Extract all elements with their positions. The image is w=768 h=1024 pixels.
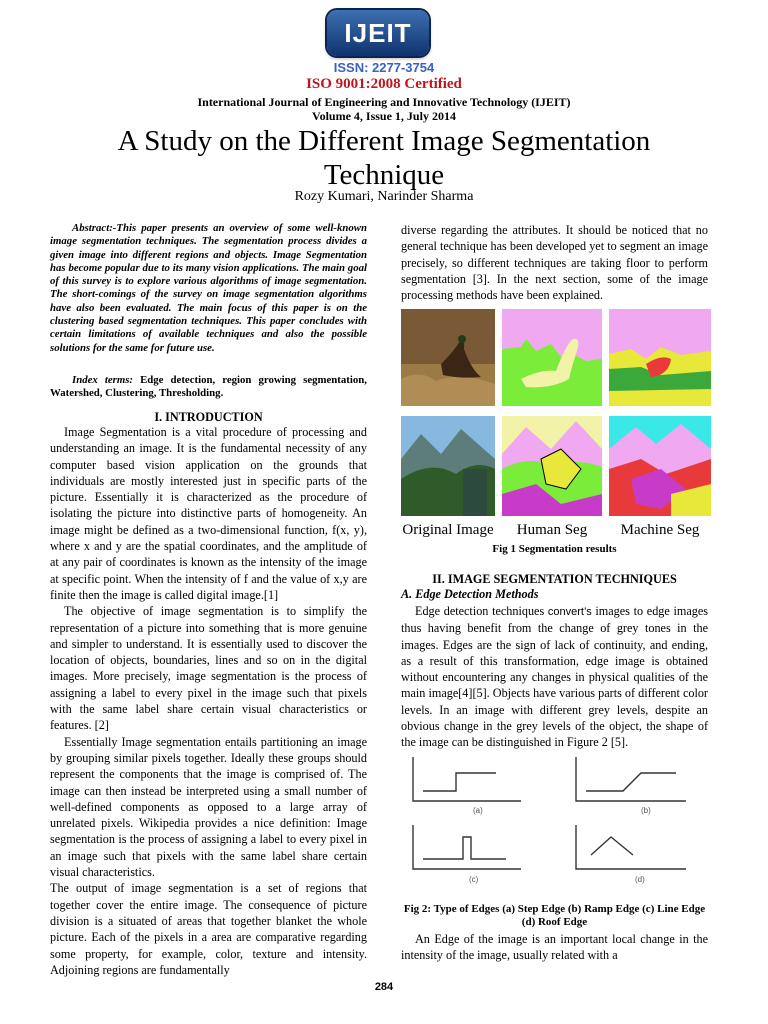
- figure-2-edge-types: [401, 753, 711, 893]
- paragraph: [401, 603, 708, 751]
- original-landscape-image: [401, 416, 495, 516]
- index-terms: [50, 374, 367, 401]
- paragraph: diverse regarding the attributes. It should be noticed that no general technique has been developed yet to segment an image precisely, so different techniques are taking floor to perform segmentation [3]. In the next section, some of the image processing methods have been explained.: [401, 223, 708, 303]
- figure-1-segmentation-results: [401, 309, 711, 541]
- authors: Rozy Kumari, Narinder Sharma: [294, 189, 474, 204]
- roof-edge-plot: [576, 825, 686, 869]
- ramp-edge-plot: [576, 757, 686, 801]
- index-terms-text: Edge detection, region growing segmentation, Watershed, Clustering, Thresholding.: [50, 374, 367, 400]
- fig1-label-original: Original Image: [402, 522, 494, 538]
- fig2-label-a: (a): [473, 806, 483, 815]
- figure-1-caption: Fig 1 Segmentation results: [492, 543, 617, 555]
- title-line-1: A Study on the Different Image Segmentation: [117, 125, 651, 157]
- fig1-label-human: Human Seg: [516, 522, 588, 538]
- paragraph: Essentially Image segmentation entails partitioning an image by grouping similar pixels together. Ideally these groups should represent the components that the image is comprised of. The image can then instead be interpreted using a small number of well-defined components as opposed to a large array of unrelated pixels. Wikipedia provides a nice definition: Image segmentation is the process of assigning a label to every pixel in an image such that pixels with the same label share certain visual characteristics.: [50, 734, 367, 880]
- figure-2-caption: Fig 2: Type of Edges (a) Step Edge (b) Ramp Edge (c) Line Edge (d) Roof Edge: [403, 903, 706, 928]
- page-number: 284: [374, 981, 394, 993]
- paragraph: The objective of image segmentation is to simplify the representation of a picture into something that is more genuine and simpler to understand. It is essentially used to discover the location of objects, boundaries, lines and so on in the digital images. More precisely, image segmentation is the process of assigning a label to every pixel in the image such that pixels with the same label share certain visual characteristics or features. [2]: [50, 604, 367, 733]
- issn: ISSN: 2277-3754: [333, 60, 435, 75]
- paper-title: [70, 124, 698, 192]
- human-seg-landscape: [502, 416, 602, 516]
- machine-seg-landscape: [609, 416, 711, 516]
- subsection-heading-edge-detection: A. Edge Detection Methods: [401, 587, 539, 601]
- index-terms-label: Index terms:: [72, 374, 134, 386]
- abstract: Abstract:-This paper presents an overview of some well-known image segmentation techniques. The segmentation process divides a given image into different regions and objects. Image Segmentation has become popular due to its many vision applications. The main goal of this survey is to explore various algorithms of image segmentation. The short-comings of the survey on image segmentation algorithms have also been evaluated. The main focus of this paper is on the clustering based segmentation techniques. This paper concludes with certain limitations of available techniques and also the possible solutions for the same for future use.: [50, 222, 367, 354]
- fig1-label-machine: Machine Seg: [620, 522, 700, 538]
- step-edge-plot: [413, 757, 521, 801]
- machine-seg-pheasant: [609, 309, 711, 406]
- text-run: Edge detection techniques: [415, 604, 548, 618]
- fig2-label-c: (c): [469, 875, 479, 884]
- journal-volume: Volume 4, Issue 1, July 2014: [312, 109, 456, 123]
- text-run: images to edge images thus having benefit from the change of grey tones in the images. Edges are the sign of lack of continuity, and ending, as a result of this transformation, edge image is obtained without encountering any changes in physical qualities of the main image[4][5]. Objects have various parts of different color levels. In an image with different grey levels, despite an obvious change in the grey levels of the object, the shape of the image can be distinguished in Figure 2 [5].: [401, 604, 708, 750]
- fig2-label-b: (b): [641, 806, 651, 815]
- iso-certification: ISO 9001:2008 Certified: [306, 76, 462, 92]
- line-edge-plot: [413, 825, 521, 869]
- original-pheasant-image: [401, 309, 495, 406]
- fig2-label-d: (d): [635, 875, 645, 884]
- section-heading-introduction: I. INTRODUCTION: [154, 410, 263, 424]
- section-heading-techniques: II. IMAGE SEGMENTATION TECHNIQUES: [432, 572, 677, 586]
- paragraph: An Edge of the image is an important local change in the intensity of the image, usually related with a: [401, 932, 708, 963]
- human-seg-pheasant: [502, 309, 602, 406]
- journal-name: International Journal of Engineering and Innovative Technology (IJEIT): [197, 95, 571, 109]
- text-run: convert’s: [547, 606, 592, 618]
- journal-logo: IJEIT: [327, 10, 429, 56]
- title-line-2: Technique: [323, 159, 445, 191]
- introduction-body: [50, 424, 367, 978]
- paragraph: Image Segmentation is a vital procedure of processing and understanding an image. It is the fundamental necessity of any computer based vision application on the grounds that individuals are mostly interested just in specific parts of the picture. Essentially it is characterized as the procedure of isolating the picture into distinctive parts of homogeneity. An image might be defined as a two-dimensional function, f(x, y), where x and y are the spatial coordinates, and the amplitude of at any pair of coordinates is known as the intensity of the image at specific point. When the intensity of f and the value of x,y are finite then the image is called digital image.[1]: [50, 425, 367, 602]
- paragraph: The output of image segmentation is a set of regions that together cover the entire image. The consequence of picture division is a situated of areas that together blanket the whole picture. Each of the pixels in a area are comparative regarding some property, for example, color, texture and intensity. Adjoining regions are fundamentally: [50, 881, 367, 977]
